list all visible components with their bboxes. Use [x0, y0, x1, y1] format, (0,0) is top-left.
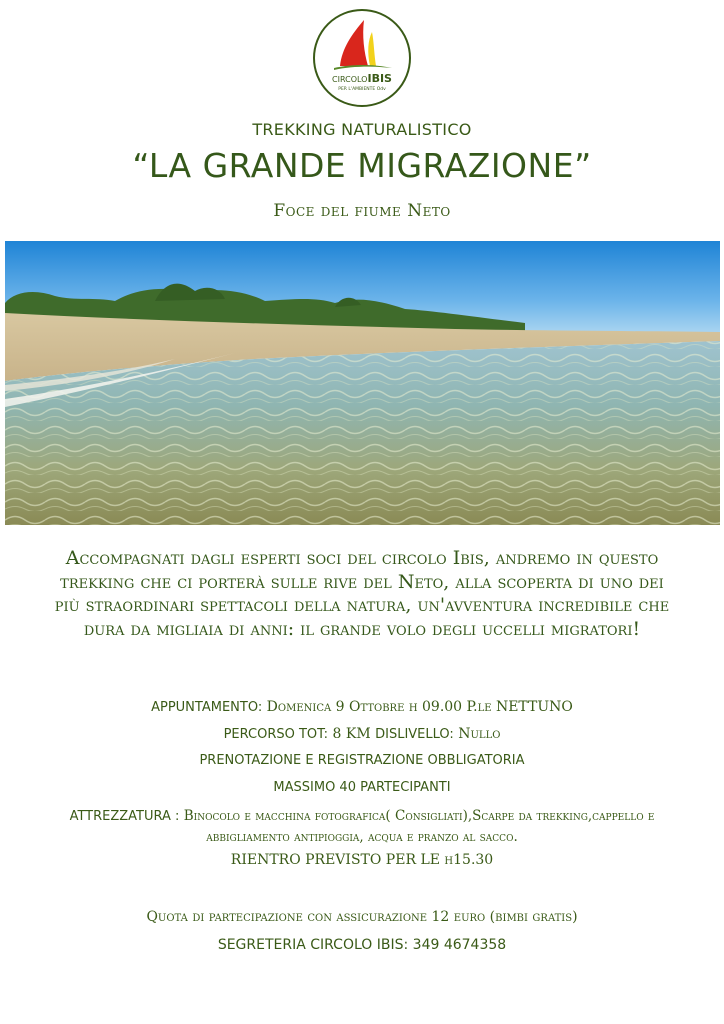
appointment-label: APPUNTAMENTO:: [151, 700, 263, 715]
route-value: 8 KM: [328, 726, 376, 742]
participation-fee: Quota di partecipazione con assicurazione 12 euro (bimbi gratis): [146, 909, 578, 925]
appointment-line: [0, 699, 724, 715]
circolo-ibis-logo: [312, 8, 412, 108]
contact-phone: SEGRETERIA CIRCOLO IBIS: 349 4674358: [217, 937, 507, 953]
logo-name-a: CIRCOLO: [332, 75, 368, 84]
route-line: [0, 726, 724, 742]
booking-required: PRENOTAZIONE E REGISTRAZIONE OBBLIGATORIA: [199, 753, 525, 768]
beach-photo: [5, 241, 720, 525]
logo-name-b: IBIS: [367, 72, 392, 85]
equipment-line: [60, 806, 664, 848]
equipment-label: ATTREZZATURA :: [69, 809, 180, 824]
event-category: TREKKING NATURALISTICO: [252, 120, 472, 139]
elevation-value: Nullo: [453, 726, 501, 742]
intro-text: Accompagnati dagli esperti soci del circolo Ibis, andremo in questo trekking che ci porterà sulle rive del Neto, alla scoperta di uno dei più straordinari spettacoli della natura, un'avventura incredibile che dura da migliaia di anni: il grande volo degli uccelli migratori!: [54, 547, 670, 640]
route-label: PERCORSO TOT:: [223, 727, 329, 742]
elevation-label: DISLIVELLO:: [375, 727, 454, 742]
max-participants: MASSIMO 40 PARTECIPANTI: [273, 780, 451, 795]
appointment-value: Domenica 9 Ottobre h 09.00 P.le NETTUNO: [262, 699, 573, 715]
equipment-value: Binocolo e macchina fotografica( Consigliati),Scarpe da trekking,cappello e abbigliamento antipioggia, acqua e pranzo al sacco.: [179, 808, 655, 845]
page-title: “LA GRANDE MIGRAZIONE”: [132, 146, 592, 185]
return-time: RIENTRO PREVISTO PER LE h15.30: [230, 852, 494, 868]
event-location: Foce del fiume Neto: [273, 201, 451, 221]
logo-tagline: PER L'AMBIENTE Odv: [338, 87, 386, 92]
